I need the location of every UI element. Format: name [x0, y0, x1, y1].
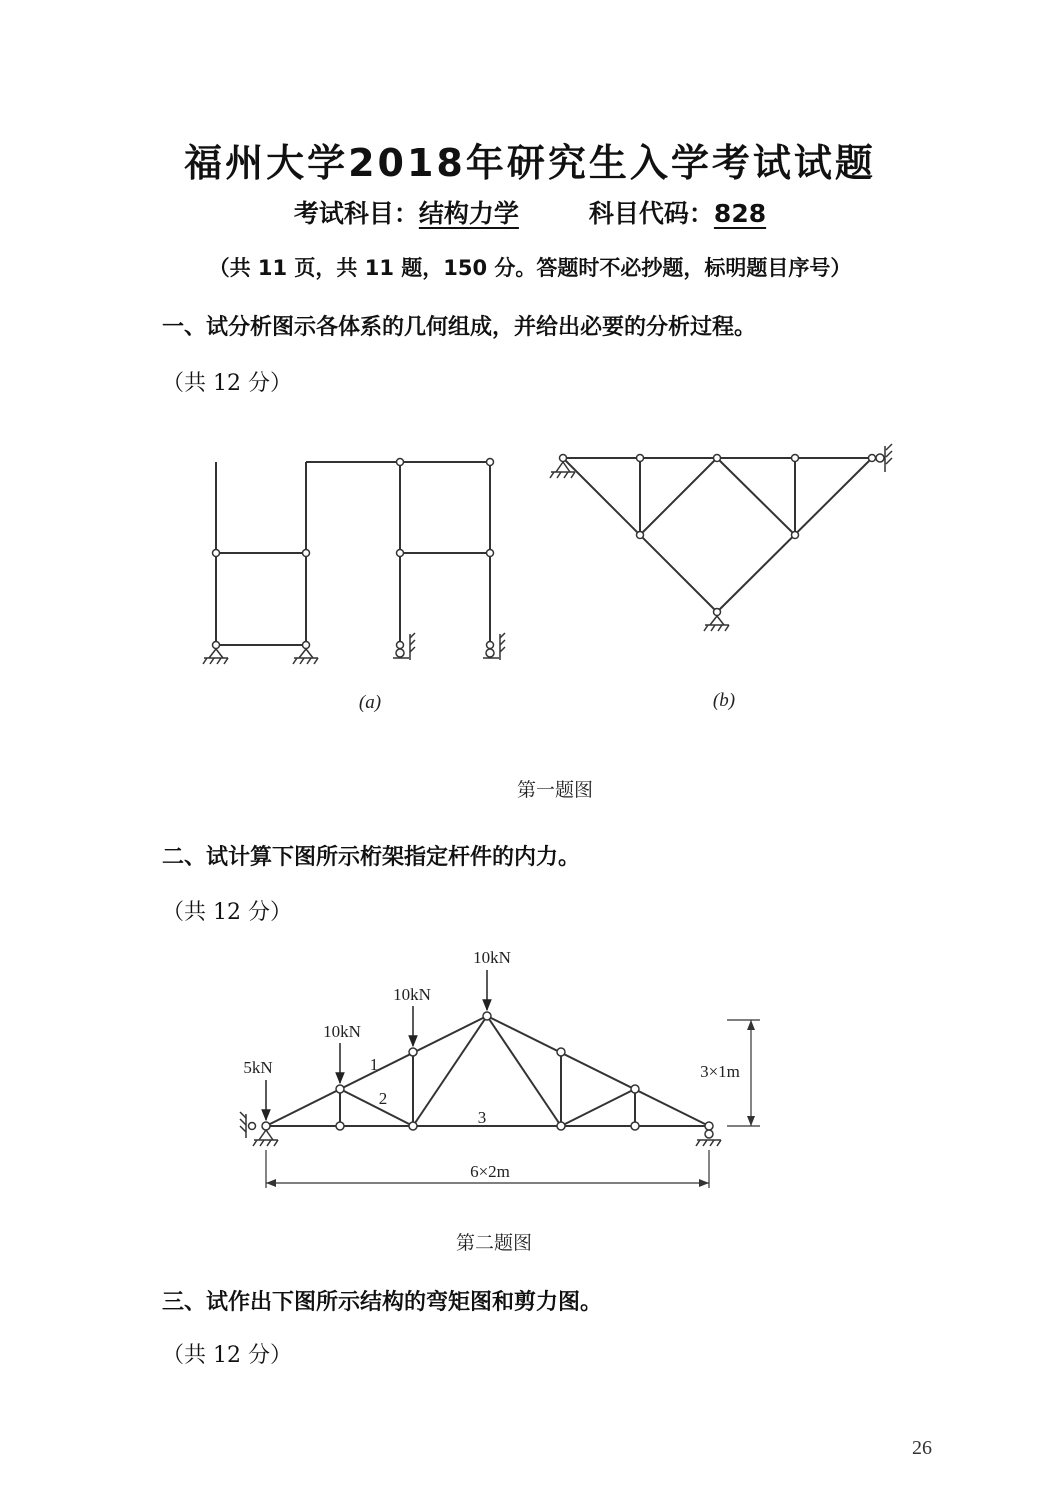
question-3-points: （共 12 分） — [162, 1343, 292, 1368]
subject-name: 结构力学 — [418, 199, 519, 228]
height-dimension-label: 3×1m — [700, 1062, 740, 1081]
figure-1b-label: (b) — [712, 690, 736, 711]
page-number: 26 — [912, 1437, 932, 1459]
page-title: 福州大学2018年研究生入学考试试题 — [184, 141, 876, 185]
member-label-3: 3 — [477, 1108, 487, 1127]
question-1-points: （共 12 分） — [162, 371, 292, 396]
load-label-10kN-1: 10kN — [323, 1022, 361, 1041]
load-label-5kN: 5kN — [243, 1058, 273, 1077]
exam-note: （共 11 页，共 11 题，150 分。答题时不必抄题，标明题目序号） — [208, 256, 852, 280]
subject-label: 考试科目： — [293, 199, 419, 228]
load-arrows — [266, 970, 487, 1120]
code-label: 科目代码： — [588, 199, 714, 228]
member-label-2: 2 — [378, 1089, 388, 1108]
question-2-points: （共 12 分） — [162, 900, 292, 925]
load-label-10kN-2: 10kN — [393, 985, 431, 1004]
code-value: 828 — [713, 199, 767, 228]
figure-2-caption: 第二题图 — [455, 1232, 532, 1254]
figure-1-caption: 第一题图 — [516, 779, 593, 801]
question-3-text: 三、试作出下图所示结构的弯矩图和剪力图。 — [162, 1290, 603, 1315]
load-label-10kN-3: 10kN — [473, 948, 511, 967]
figure-1a-label: (a) — [358, 692, 382, 713]
member-label-1: 1 — [369, 1055, 379, 1074]
question-2-text: 二、试计算下图所示桁架指定杆件的内力。 — [162, 845, 581, 870]
question-1-text: 一、试分析图示各体系的几何组成，并给出必要的分析过程。 — [162, 315, 757, 340]
span-dimension-label: 6×2m — [470, 1162, 510, 1181]
